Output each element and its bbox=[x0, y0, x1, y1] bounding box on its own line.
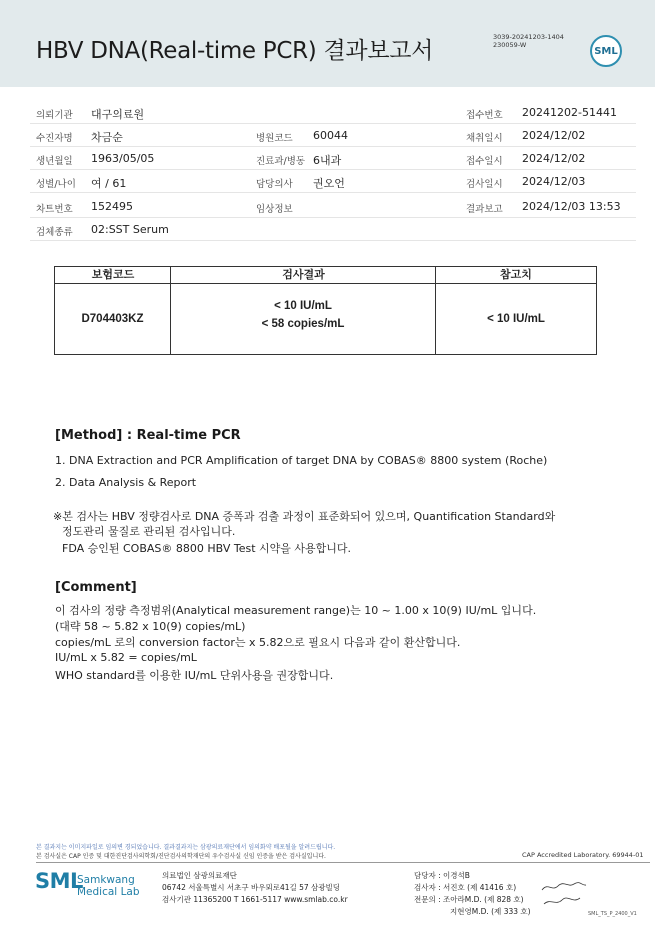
method-item: 2. Data Analysis & Report bbox=[55, 476, 197, 489]
result-cell-line1: < 10 IU/mL bbox=[274, 300, 332, 312]
result-cell-line2: < 58 copies/mL bbox=[261, 318, 345, 330]
dept-label: 진료과/병동 bbox=[256, 156, 306, 167]
header-insurance-code: 보험코드 bbox=[91, 268, 135, 281]
info-row bbox=[30, 101, 636, 124]
birth-label: 생년월일 bbox=[36, 156, 73, 167]
footer-notice: 본 결과지는 이미지파일로 임의변 경되었습니다. 결과결과지는 삼광의료재단에서 임의화약 배포될을 알려드립니다. bbox=[36, 844, 336, 851]
column-divider bbox=[435, 267, 436, 354]
document-code bbox=[493, 33, 564, 49]
method-note: ※본 검사는 HBV 정량검사로 DNA 증폭과 검출 과정이 표준화되어 있으며, Quantification Standard와 bbox=[53, 510, 556, 523]
patient-value: 차금순 bbox=[91, 131, 123, 144]
info-row bbox=[30, 195, 636, 218]
info-row bbox=[30, 218, 636, 241]
document-code-line: 230059-W bbox=[493, 41, 527, 49]
comment-title: [Comment] bbox=[55, 580, 137, 595]
info-row bbox=[30, 124, 636, 147]
sex-age-value: 여 / 61 bbox=[91, 177, 127, 190]
doctor-label: 담당의사 bbox=[256, 179, 293, 190]
hospital-code-value: 60044 bbox=[313, 129, 348, 142]
specimen-value: 02:SST Serum bbox=[91, 223, 169, 236]
institution-value: 대구의료원 bbox=[91, 108, 145, 121]
test-date-value: 2024/12/03 bbox=[522, 175, 586, 188]
logo-name-line: Samkwang bbox=[77, 874, 135, 886]
specimen-label: 검체종류 bbox=[36, 227, 73, 238]
dept-value: 6내과 bbox=[313, 154, 342, 167]
sml-logo-icon bbox=[590, 35, 622, 67]
insurance-code-cell: D704403KZ bbox=[81, 313, 144, 325]
test-date-label: 검사일시 bbox=[466, 179, 503, 190]
logo-mark: SML bbox=[35, 869, 83, 893]
reference-cell: < 10 IU/mL bbox=[487, 313, 545, 325]
doctor-value: 권오언 bbox=[313, 177, 345, 190]
comment-line: copies/mL 로의 conversion factor는 x 5.82으로 필요시 다음과 같이 환산합니다. bbox=[55, 636, 461, 649]
result-table bbox=[54, 266, 597, 355]
address-line: 06742 서울특별시 서초구 바우뫼로41길 57 삼광빌딩 bbox=[162, 883, 341, 892]
form-code: SML_TS_P_2400_V1 bbox=[588, 911, 637, 917]
institution-label: 의뢰기관 bbox=[36, 110, 73, 121]
comment-line: IU/mL x 5.82 = copies/mL bbox=[55, 651, 197, 664]
method-note: 정도관리 물질로 관리된 검사입니다. bbox=[62, 525, 236, 538]
signatory-line: 전문의 : 조아라M.D. (제 828 호) bbox=[414, 895, 524, 904]
method-note: FDA 승인된 COBAS® 8800 HBV Test 시약을 사용합니다. bbox=[62, 542, 352, 555]
method-item: 1. DNA Extraction and PCR Amplification of target DNA by COBAS® 8800 system (Roche) bbox=[55, 454, 548, 467]
logo-name bbox=[77, 874, 140, 898]
signatory-line: 검사자 : 서진호 (제 41416 호) bbox=[414, 883, 517, 892]
receipt-no-label: 접수번호 bbox=[466, 110, 503, 121]
sex-age-label: 성별/나이 bbox=[36, 179, 76, 190]
signatory-line: 지현영M.D. (제 333 호) bbox=[450, 907, 531, 916]
footer-notice: 본 검사실은 CAP 인증 및 대한진단검사의학회/진단검사의학재단의 우수검사실 신임 인증을 받은 검사실입니다. bbox=[36, 853, 326, 860]
footer-signatories bbox=[414, 870, 531, 918]
collect-date-label: 채취일시 bbox=[466, 133, 503, 144]
footer-divider bbox=[36, 862, 650, 863]
address-line: 검사기관 11365200 T 1661-5117 www.smlab.co.kr bbox=[162, 895, 348, 904]
logo-name-line: Medical Lab bbox=[77, 886, 140, 898]
patient-label: 수진자명 bbox=[36, 133, 73, 144]
receipt-date-label: 접수일시 bbox=[466, 156, 503, 167]
cap-accreditation: CAP Accredited Laboratory. 69944-01 bbox=[522, 851, 644, 859]
comment-line: WHO standard를 이용한 IU/mL 단위사용을 권장합니다. bbox=[55, 669, 334, 682]
info-row bbox=[30, 170, 636, 193]
collect-date-value: 2024/12/02 bbox=[522, 129, 586, 142]
clinical-info-label: 임상정보 bbox=[256, 204, 293, 215]
footer-address bbox=[162, 870, 348, 906]
header-reference: 참고치 bbox=[500, 268, 532, 281]
page-title: HBV DNA(Real-time PCR) 결과보고서 bbox=[36, 38, 434, 64]
receipt-no-value: 20241202-51441 bbox=[522, 106, 617, 119]
signature-icon bbox=[540, 878, 588, 910]
header-test-result: 검사결과 bbox=[282, 268, 325, 281]
chart-no-value: 152495 bbox=[91, 200, 133, 213]
report-date-value: 2024/12/03 13:53 bbox=[522, 200, 621, 213]
method-title: [Method] : Real-time PCR bbox=[55, 428, 241, 443]
comment-line: (대략 58 ~ 5.82 x 10(9) copies/mL) bbox=[55, 620, 246, 633]
document-code-line: 3039-20241203-1404 bbox=[493, 33, 564, 41]
hospital-code-label: 병원코드 bbox=[256, 133, 293, 144]
birth-value: 1963/05/05 bbox=[91, 152, 155, 165]
receipt-date-value: 2024/12/02 bbox=[522, 152, 586, 165]
signatory-line: 담당자 : 이경석B bbox=[414, 871, 470, 880]
info-row bbox=[30, 147, 636, 170]
logo-text: SML bbox=[594, 46, 618, 57]
report-date-label: 결과보고 bbox=[466, 204, 503, 215]
address-line: 의료법인 삼광의료재단 bbox=[162, 871, 237, 880]
chart-no-label: 차트번호 bbox=[36, 204, 73, 215]
comment-line: 이 검사의 정량 측정범위(Analytical measurement range)는 10 ~ 1.00 x 10(9) IU/mL 입니다. bbox=[55, 604, 537, 617]
